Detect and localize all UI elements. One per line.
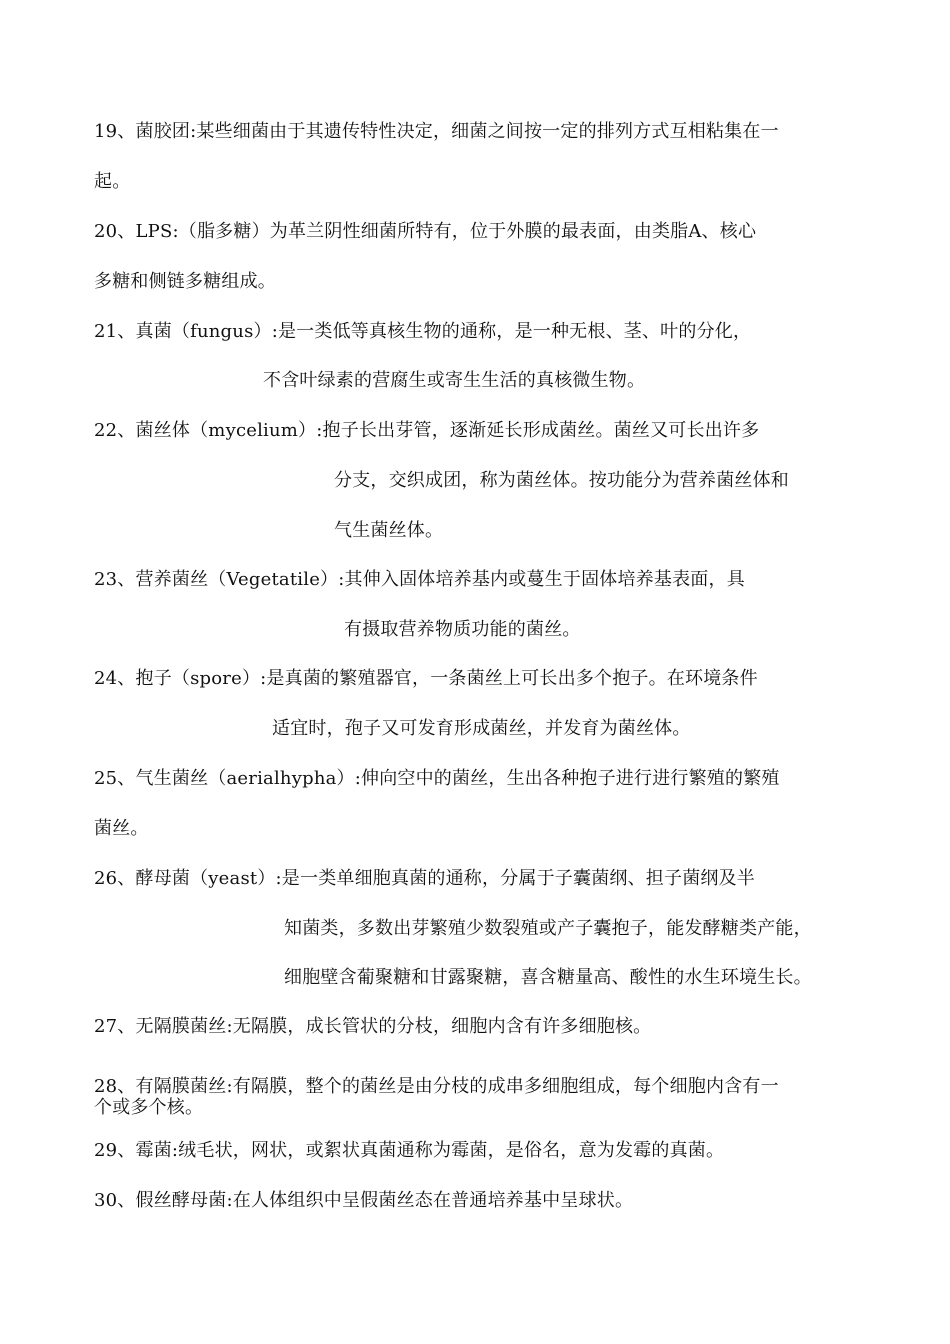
entry-26-line-3: 细胞壁含葡聚糖和甘露聚糖，喜含糖量高、酸性的水生环境生长。: [284, 967, 812, 988]
entry-26-line-1: 26、酵母菌（yeast）:是一类单细胞真菌的通称，分属于子囊菌纲、担子菌纲及半: [94, 868, 755, 889]
entry-27-line-1: 27、无隔膜菌丝:无隔膜，成长管状的分枝，细胞内含有许多细胞核。: [94, 1016, 652, 1037]
entry-24-line-2: 适宜时，孢子又可发育形成菌丝，并发育为菌丝体。: [272, 718, 691, 739]
entry-28-line-2: 个或多个核。: [94, 1097, 204, 1118]
entry-21-line-1: 21、真菌（fungus）:是一类低等真核生物的通称，是一种无根、茎、叶的分化，: [94, 321, 752, 342]
entry-28-line-1: 28、有隔膜菌丝:有隔膜，整个的菌丝是由分枝的成串多细胞组成，每个细胞内含有一: [94, 1076, 779, 1097]
entry-26-line-2: 知菌类，多数出芽繁殖少数裂殖或产子囊抱子，能发酵糖类产能，: [284, 918, 812, 939]
entry-24-line-1: 24、抱子（spore）:是真菌的繁殖器官，一条菌丝上可长出多个抱子。在环境条件: [94, 668, 758, 689]
entry-23-line-2: 有摄取营养物质功能的菌丝。: [344, 619, 581, 640]
entry-22-line-3: 气生菌丝体。: [334, 520, 444, 541]
entry-22-line-2: 分支，交织成团，称为菌丝体。按功能分为营养菌丝体和: [334, 470, 789, 491]
entry-19-line-2: 起。: [94, 171, 131, 192]
entry-21-line-2: 不含叶绿素的营腐生或寄生生活的真核微生物。: [263, 370, 646, 391]
entry-20-line-2: 多糖和侧链多糖组成。: [94, 271, 276, 292]
entry-22-line-1: 22、菌丝体（mycelium）:抱子长出芽管，逐渐延长形成菌丝。菌丝又可长出许多: [94, 420, 760, 441]
entry-29-line-1: 29、霉菌:绒毛状，网状，或絮状真菌通称为霉菌，是俗名，意为发霉的真菌。: [94, 1140, 725, 1161]
entry-20-line-1: 20、LPS:（脂多糖）为革兰阴性细菌所特有，位于外膜的最表面，由类脂A、核心: [94, 221, 757, 242]
entry-25-line-1: 25、气生菌丝（aerialhypha）:伸向空中的菌丝，生出各种抱子进行进行繁殖的繁殖: [94, 768, 780, 789]
entry-19-line-1: 19、菌胶团:某些细菌由于其遗传特性决定，细菌之间按一定的排列方式互相粘集在一: [94, 121, 779, 142]
entry-23-line-1: 23、营养菌丝（Vegetatile）:其伸入固体培养基内或蔓生于固体培养基表面，具: [94, 569, 745, 590]
entry-30-line-1: 30、假丝酵母菌:在人体组织中呈假菌丝态在普通培养基中呈球状。: [94, 1190, 634, 1211]
entry-25-line-2: 菌丝。: [94, 818, 149, 839]
